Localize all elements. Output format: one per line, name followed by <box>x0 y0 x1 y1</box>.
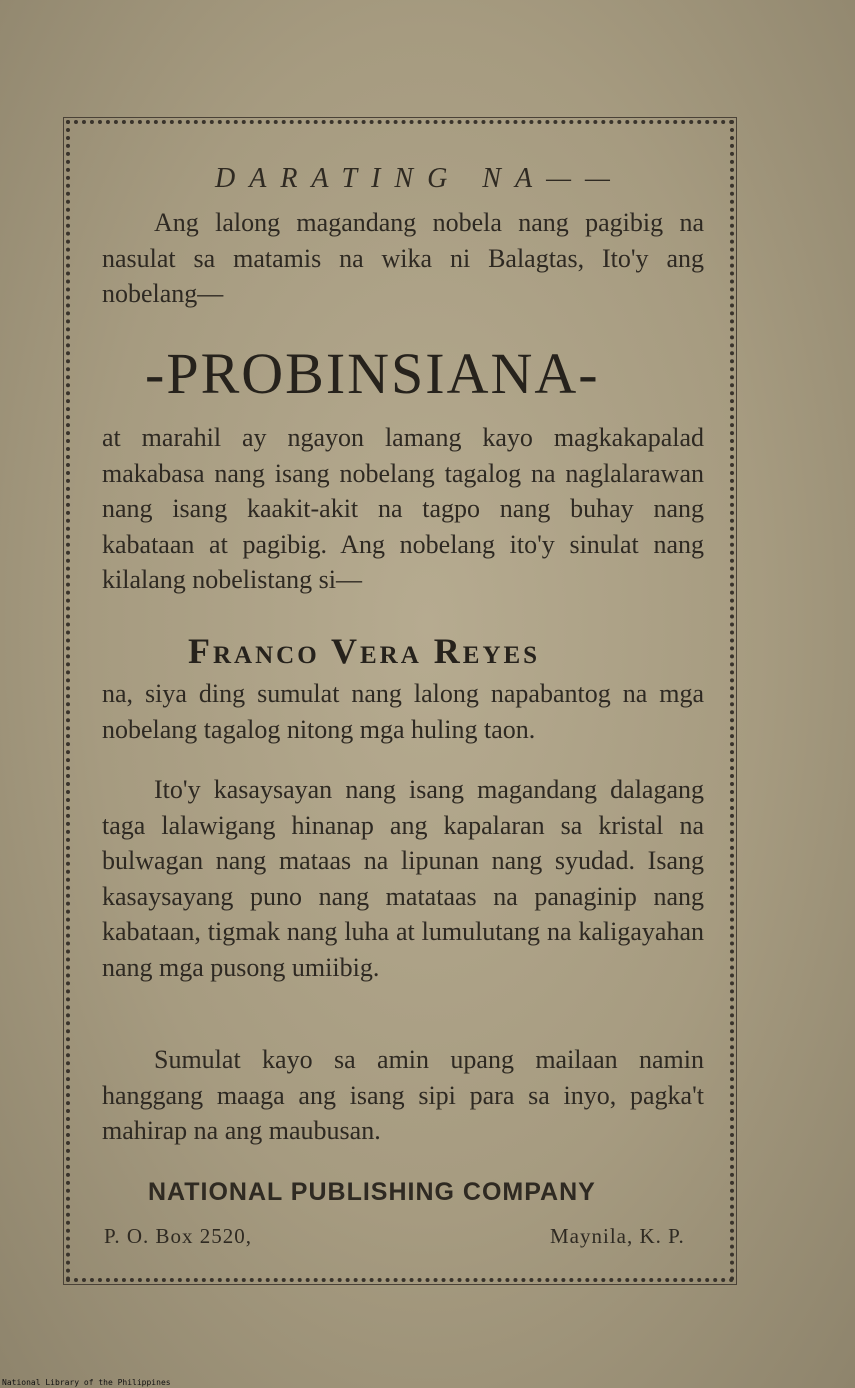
novel-title: -PROBINSIANA- <box>145 341 600 406</box>
author-note-paragraph: na, siya ding sumulat nang lalong napabantog na mga nobelang tagalog nitong mga huling taon. <box>102 679 704 744</box>
author-name: Franco Vera Reyes <box>188 631 541 671</box>
publisher-name: NATIONAL PUBLISHING COMPANY <box>148 1178 596 1206</box>
request-paragraph: Sumulat kayo sa amin upang mailaan namin hanggang maaga ang isang sipi para sa inyo, pagka't mahirap na ang maubusan. <box>102 1045 704 1145</box>
po-box-address: P. O. Box 2520, <box>104 1224 253 1248</box>
city-address: Maynila, K. P. <box>550 1224 685 1248</box>
description-paragraph: at marahil ay ngayon lamang kayo magkakapalad makabasa nang isang nobelang tagalog na naglalarawan nang isang kaakit-akit na tagpo nang buhay nang kabataan at pagibig. Ang nobelang ito'y sinulat nang kilalang nobelistang si— <box>102 423 704 594</box>
story-paragraph: Ito'y kasaysayan nang isang magandang dalagang taga lalawigang hinanap ang kapalaran sa kristal na bulwagan nang mataas na lipunan nang syudad. Isang kasaysayang puno nang matataas na panaginip nang kabataan, tigmak nang luha at lumulutang na kaligayahan nang mga pusong umiibig. <box>102 775 704 982</box>
library-watermark: National Library of the Philippines <box>2 1378 171 1387</box>
coming-soon-heading: DARATING NA—— <box>215 163 624 194</box>
intro-paragraph: Ang lalong magandang nobela nang pagibig na nasulat sa matamis na wika ni Balagtas, Ito'y ang nobelang— <box>102 208 704 308</box>
